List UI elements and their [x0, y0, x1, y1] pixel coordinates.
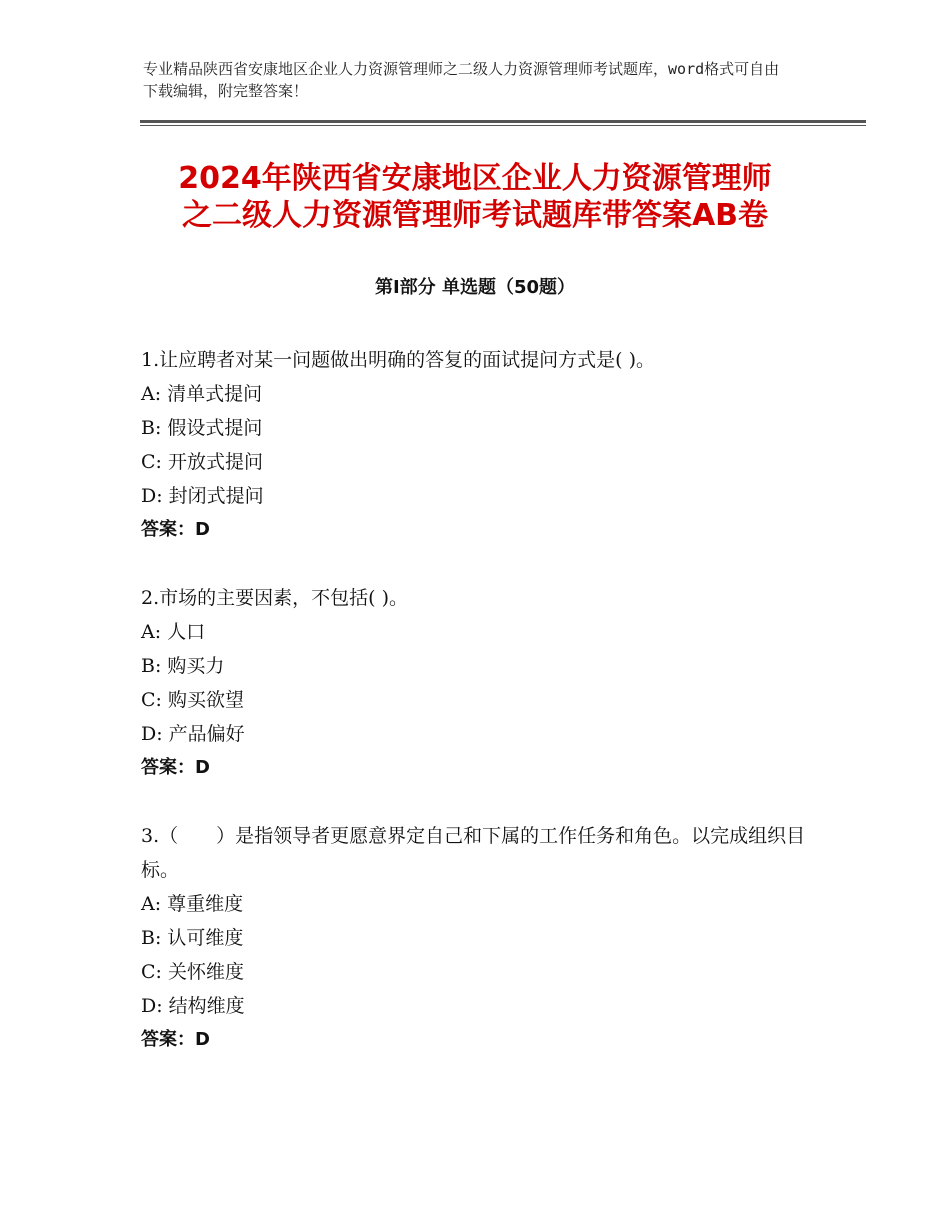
answer-label: 答案：D [141, 757, 210, 778]
title-line-1: 2024年陕西省安康地区企业人力资源管理师 [178, 161, 772, 196]
header-rule-thin [140, 125, 866, 126]
document-title [120, 160, 830, 234]
header-rule-thick [140, 120, 866, 123]
option-d: D: 封闭式提问 [141, 485, 264, 507]
question-list [141, 343, 821, 1091]
question-3 [141, 819, 821, 1057]
question-stem: 3.（ ）是指领导者更愿意界定自己和下属的工作任务和角色。以完成组织目标。 [141, 825, 806, 881]
answer-label: 答案：D [141, 519, 210, 540]
question-1 [141, 343, 821, 547]
option-c: C: 关怀维度 [141, 961, 244, 983]
option-a: A: 尊重维度 [141, 893, 244, 915]
option-a: A: 清单式提问 [141, 383, 263, 405]
option-d: D: 结构维度 [141, 995, 245, 1017]
option-a: A: 人口 [141, 621, 206, 643]
section-title: 第Ⅰ部分 单选题（50题） [374, 277, 575, 298]
option-b: B: 购买力 [141, 655, 225, 677]
title-line-2: 之二级人力资源管理师考试题库带答案AB卷 [181, 198, 769, 233]
option-b: B: 假设式提问 [141, 417, 263, 439]
header-note: 专业精品陕西省安康地区企业人力资源管理师之二级人力资源管理师考试题库，word格式可自由下载编辑，附完整答案！ [143, 60, 780, 100]
option-b: B: 认可维度 [141, 927, 244, 949]
question-stem: 1.让应聘者对某一问题做出明确的答复的面试提问方式是( )。 [141, 349, 655, 371]
option-d: D: 产品偏好 [141, 723, 245, 745]
option-c: C: 购买欲望 [141, 689, 244, 711]
option-c: C: 开放式提问 [141, 451, 263, 473]
question-2 [141, 581, 821, 785]
question-stem: 2.市场的主要因素，不包括( )。 [141, 587, 408, 609]
answer-label: 答案：D [141, 1029, 210, 1050]
